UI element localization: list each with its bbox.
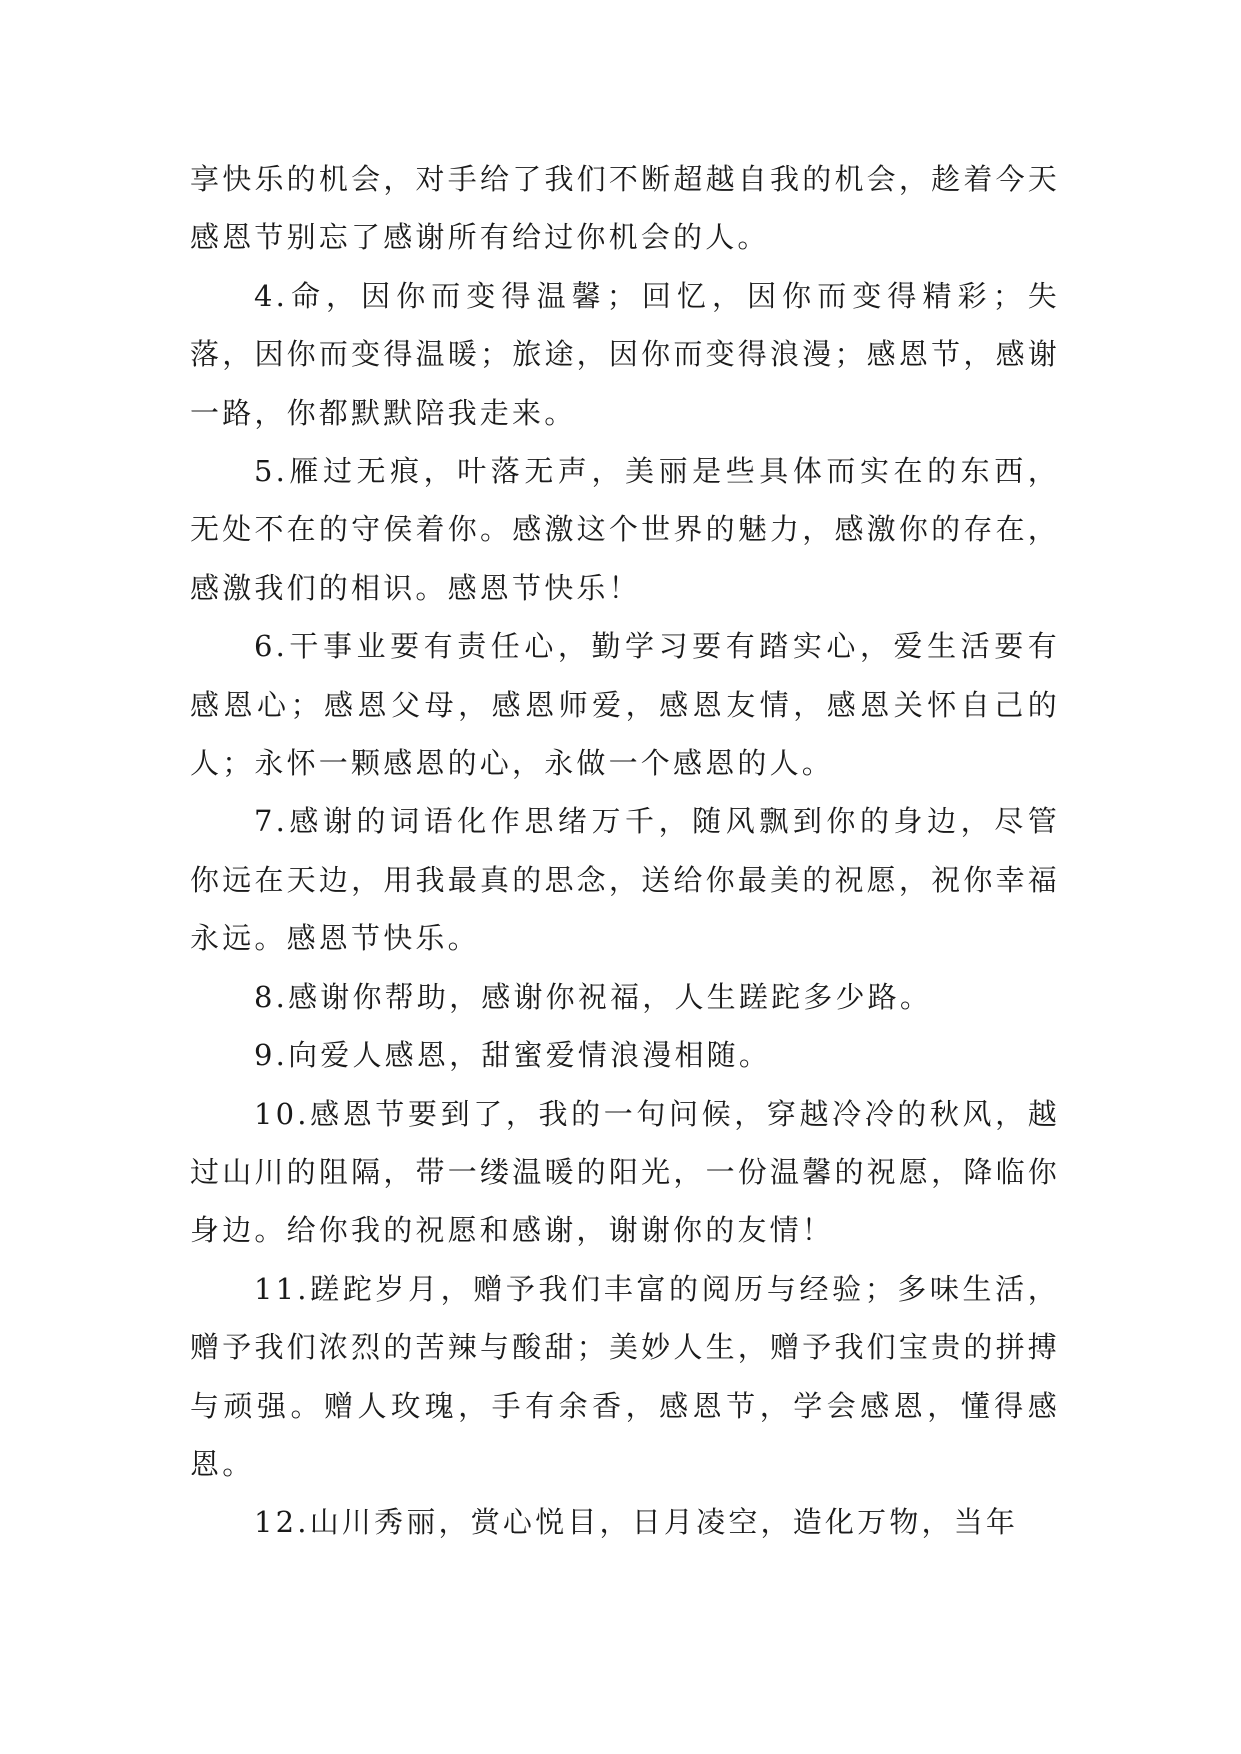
paragraph-item-10: 10.感恩节要到了，我的一句问候，穿越冷冷的秋风，越过山川的阻隔，带一缕温暖的阳光，一份温馨的祝愿，降临你身边。给你我的祝愿和感谢，谢谢你的友情！ <box>190 1096 1060 1248</box>
paragraph-item-9: 9.向爱人感恩，甜蜜爱情浪漫相随。 <box>254 1038 772 1073</box>
document-body <box>190 150 1060 1552</box>
paragraph-item-4: 4.命，因你而变得温馨；回忆，因你而变得精彩；失落，因你而变得温暖；旅途，因你而变得浪漫；感恩节，感谢一路，你都默默陪我走来。 <box>190 278 1060 430</box>
paragraph-item-5: 5.雁过无痕，叶落无声，美丽是些具体而实在的东西，无处不在的守侯着你。感激这个世界的魅力，感激你的存在，感激我们的相识。感恩节快乐！ <box>190 454 1060 605</box>
paragraph-item-11: 11.蹉跎岁月，赠予我们丰富的阅历与经验；多味生活，赠予我们浓烈的苦辣与酸甜；美妙人生，赠予我们宝贵的拼搏与顽强。赠人玫瑰，手有余香，感恩节，学会感恩，懂得感恩。 <box>190 1271 1060 1481</box>
paragraph-item-12: 12.山川秀丽，赏心悦目，日月凌空，造化万物，当年 <box>254 1505 1019 1540</box>
paragraph-continuation: 享快乐的机会，对手给了我们不断超越自我的机会，趁着今天感恩节别忘了感谢所有给过你机会的人。 <box>190 162 1060 255</box>
paragraph-item-8: 8.感谢你帮助，感谢你祝福，人生蹉跎多少路。 <box>254 979 933 1014</box>
paragraph-item-7: 7.感谢的词语化作思绪万千，随风飘到你的身边，尽管你远在天边，用我最真的思念，送给你最美的祝愿，祝你幸福永远。感恩节快乐。 <box>190 804 1060 956</box>
paragraph-item-6: 6.干事业要有责任心，勤学习要有踏实心，爱生活要有感恩心；感恩父母，感恩师爱，感恩友情，感恩关怀自己的人；永怀一颗感恩的心，永做一个感恩的人。 <box>190 629 1060 781</box>
